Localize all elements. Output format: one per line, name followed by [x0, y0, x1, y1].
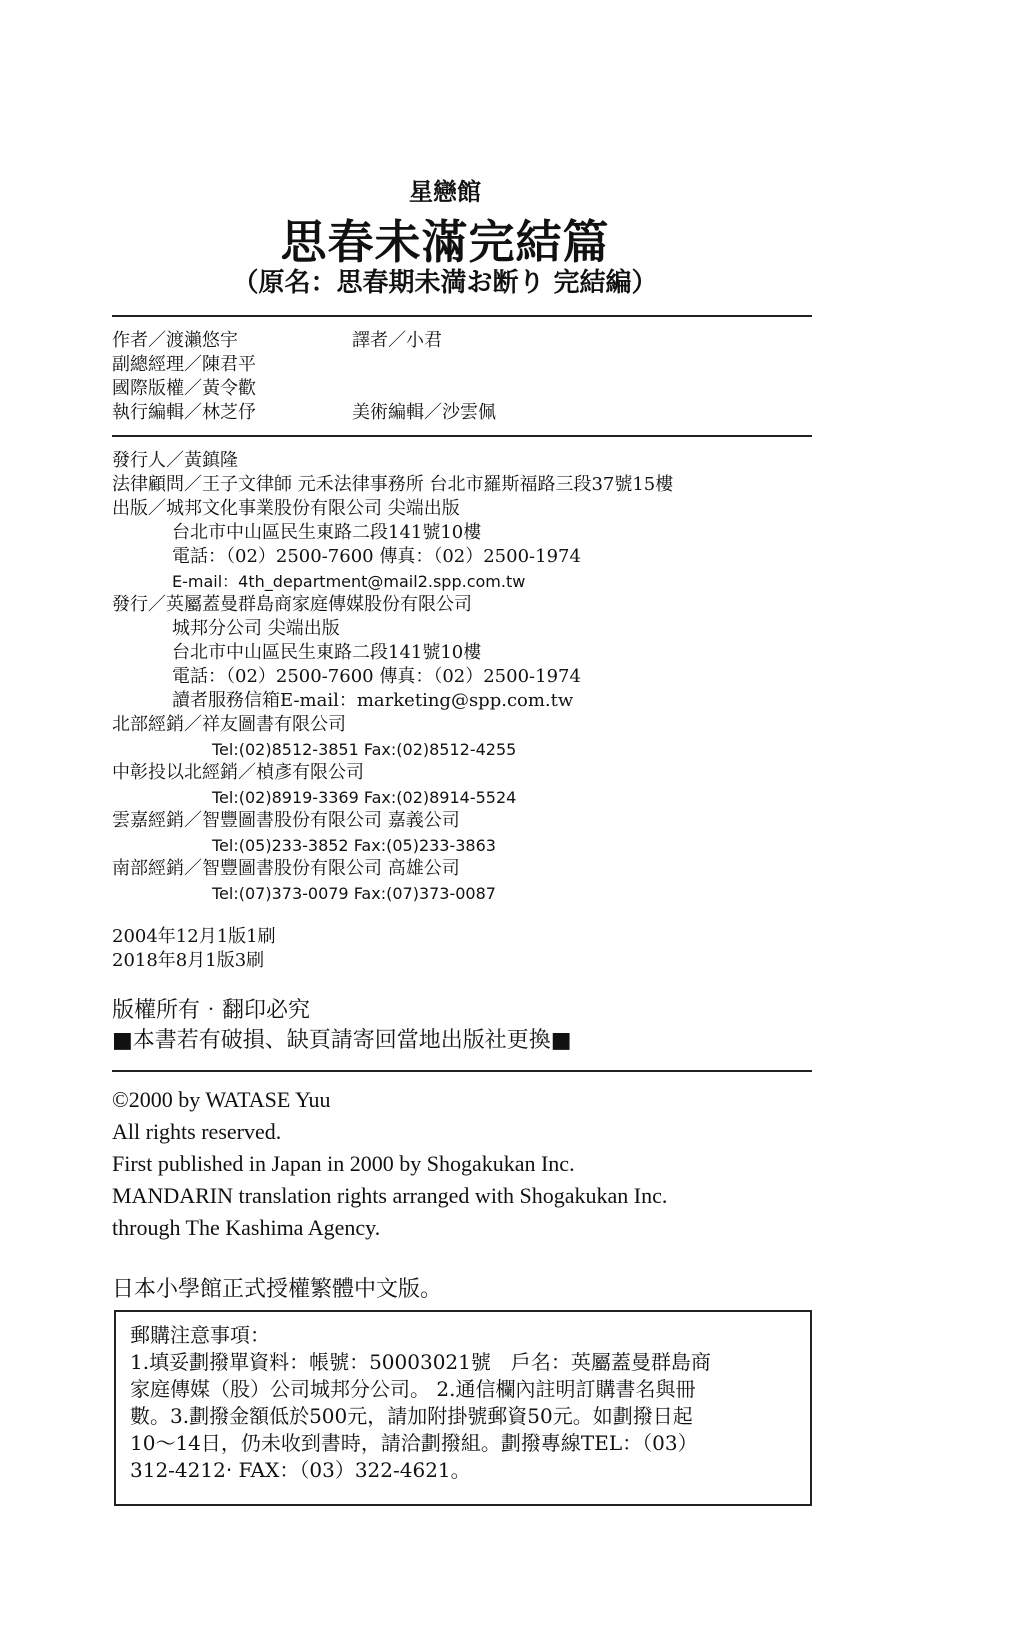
yunjia-distributor: 雲嘉經銷／智豐圖書股份有限公司 嘉義公司 — [112, 810, 460, 831]
license-block — [112, 1084, 667, 1244]
copyright-block — [112, 996, 572, 1056]
staff-translator: 譯者／小君 — [352, 330, 442, 351]
imprint-label: 星戀館 — [409, 178, 481, 206]
divider-copyright — [112, 1070, 812, 1072]
issuer-address: 台北市中山區民生東路二段141號10樓 — [172, 642, 482, 663]
license-line-5: through The Kashima Agency. — [112, 1215, 381, 1240]
legal-advisor-line: 法律顧問／王子文律師 元禾法律事務所 台北市羅斯福路三段37號15樓 — [112, 474, 674, 495]
central-distributor-tel: Tel:(02)8919-3369 Fax:(02)8914-5524 — [212, 788, 517, 807]
press-email: E-mail：4th_department@mail2.spp.com.tw — [172, 572, 526, 591]
mail-order-notice — [114, 1310, 812, 1506]
license-line-3: First published in Japan in 2000 by Shogakukan Inc. — [112, 1151, 575, 1176]
mail-order-line-3: 數。3.劃撥金額低於500元，請加附掛號郵資50元。如劃撥日起 — [130, 1404, 693, 1428]
central-distributor: 中彰投以北經銷／楨彥有限公司 — [112, 762, 364, 783]
mail-order-line-1: 1.填妥劃撥單資料：帳號：50003021號 戶名：英屬蓋曼群島商 — [130, 1350, 711, 1374]
issuer-branch: 城邦分公司 尖端出版 — [172, 618, 340, 639]
original-title: （原名：思春期未満お断り 完結編） — [232, 268, 658, 298]
license-line-4: MANDARIN translation rights arranged with Shogakukan Inc. — [112, 1183, 668, 1208]
press-line: 出版／城邦文化事業股份有限公司 尖端出版 — [112, 498, 460, 519]
mail-order-heading: 郵購注意事項： — [130, 1323, 270, 1347]
issuer-line: 發行／英屬蓋曼群島商家庭傳媒股份有限公司 — [112, 594, 472, 615]
mail-order-line-4: 10～14日，仍未收到書時，請洽劃撥組。劃撥專線TEL：（03） — [130, 1431, 698, 1455]
license-line-1: ©2000 by WATASE Yuu — [112, 1087, 331, 1112]
mail-order-line-5: 312-4212‧ FAX：（03）322-4621。 — [130, 1458, 471, 1482]
all-rights-reserved-cn: 版權所有‧翻印必究 — [112, 998, 311, 1023]
north-distributor-tel: Tel:(02)8512-3851 Fax:(02)8512-4255 — [212, 740, 517, 759]
south-distributor: 南部經銷／智豐圖書股份有限公司 高雄公司 — [112, 858, 460, 879]
edition-third: 2018年8月1版3刷 — [112, 950, 265, 971]
yunjia-distributor-tel: Tel:(05)233-3852 Fax:(05)233-3863 — [212, 836, 496, 855]
staff-art-editor: 美術編輯／沙雲佩 — [352, 402, 496, 423]
staff-author: 作者／渡瀨悠宇 — [112, 330, 238, 351]
issuer-phone: 電話：（02）2500-7600 傳真：（02）2500-1974 — [172, 666, 581, 687]
staff-intl-rights: 國際版權／黃令歡 — [112, 378, 256, 399]
edition-first: 2004年12月1版1刷 — [112, 926, 276, 947]
divider-staff — [112, 435, 812, 437]
south-distributor-tel: Tel:(07)373-0079 Fax:(07)373-0087 — [212, 884, 496, 903]
damage-notice: ■本書若有破損、缺頁請寄回當地出版社更換■ — [112, 1028, 572, 1053]
north-distributor: 北部經銷／祥友圖書有限公司 — [112, 714, 346, 735]
press-address: 台北市中山區民生東路二段141號10樓 — [172, 522, 482, 543]
mail-order-line-2: 家庭傳媒（股）公司城邦分公司。 2.通信欄內註明訂購書名與冊 — [130, 1377, 696, 1401]
license-line-2: All rights reserved. — [112, 1119, 282, 1144]
publisher-line: 發行人／黃鎮隆 — [112, 450, 238, 471]
staff-vice-gm: 副總經理／陳君平 — [112, 354, 256, 375]
press-phone: 電話：（02）2500-7600 傳真：（02）2500-1974 — [172, 546, 581, 567]
issuer-email: 讀者服務信箱E-mail：marketing@spp.com.tw — [172, 690, 574, 711]
book-title: 思春未滿完結篇 — [280, 215, 610, 269]
staff-exec-editor: 執行編輯／林芝伃 — [112, 402, 256, 423]
authorization-statement: 日本小學館正式授權繁體中文版。 — [112, 1277, 443, 1302]
divider-top — [112, 315, 812, 317]
